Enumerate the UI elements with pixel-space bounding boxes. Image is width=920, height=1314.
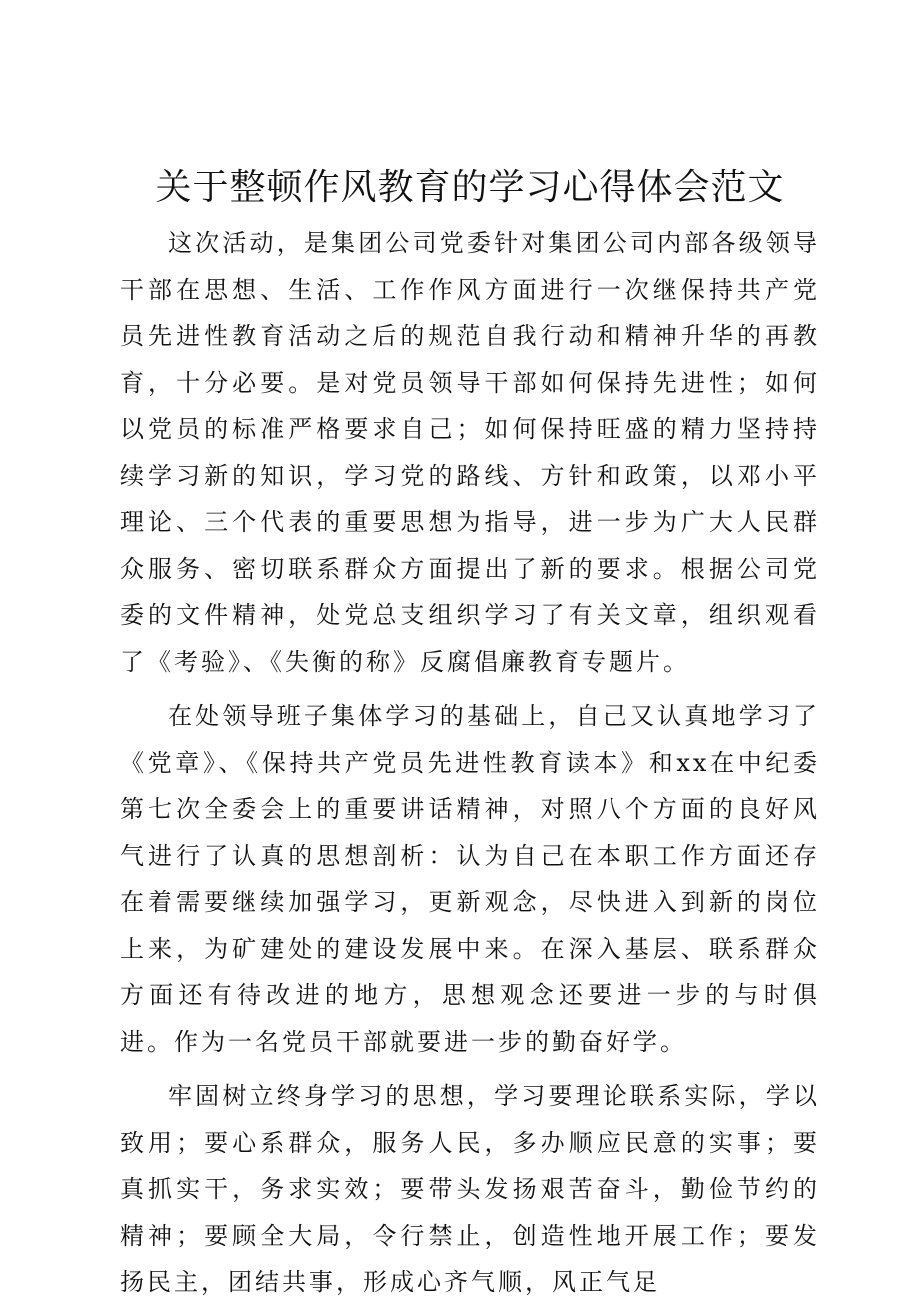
document-body: [120, 220, 820, 1314]
paragraph-1: 这次活动，是集团公司党委针对集团公司内部各级领导干部在思想、生活、工作作风方面进行一次继保持共产党员先进性教育活动之后的规范自我行动和精神升华的再教育，十分必要。是对党员领导干部如何保持先进性；如何以党员的标准严格要求自己；如何保持旺盛的精力坚持持续学习新的知识，学习党的路线、方针和政策，以邓小平理论、三个代表的重要思想为指导，进一步为广大人民群众服务、密切联系群众方面提出了新的要求。根据公司党委的文件精神，处党总支组织学习了有关文章，组织观看了《考验》、《失衡的称》反腐倡廉教育专题片。: [120, 229, 820, 676]
paragraph-2: 在处领导班子集体学习的基础上，自己又认真地学习了《党章》、《保持共产党员先进性教育读本》和xx在中纪委第七次全委会上的重要讲话精神，对照八个方面的良好风气进行了认真的思想剖析：认为自己在本职工作方面还存在着需要继续加强学习，更新观念，尽快进入到新的岗位上来，为矿建处的建设发展中来。在深入基层、联系群众方面还有待改进的地方，思想观念还要进一步的与时俱进。作为一名党员干部就要进一步的勤奋好学。: [120, 702, 820, 1056]
document-title: 关于整顿作风教育的学习心得体会范文: [155, 167, 785, 208]
paragraph-3: 牢固树立终身学习的思想，学习要理论联系实际，学以致用；要心系群众，服务人民，多办顺应民意的实事；要真抓实干，务求实效；要带头发扬艰苦奋斗，勤俭节约的精神；要顾全大局，令行禁止，创造性地开展工作；要发扬民主，团结共事，形成心齐气顺，风正气足: [120, 1082, 820, 1296]
